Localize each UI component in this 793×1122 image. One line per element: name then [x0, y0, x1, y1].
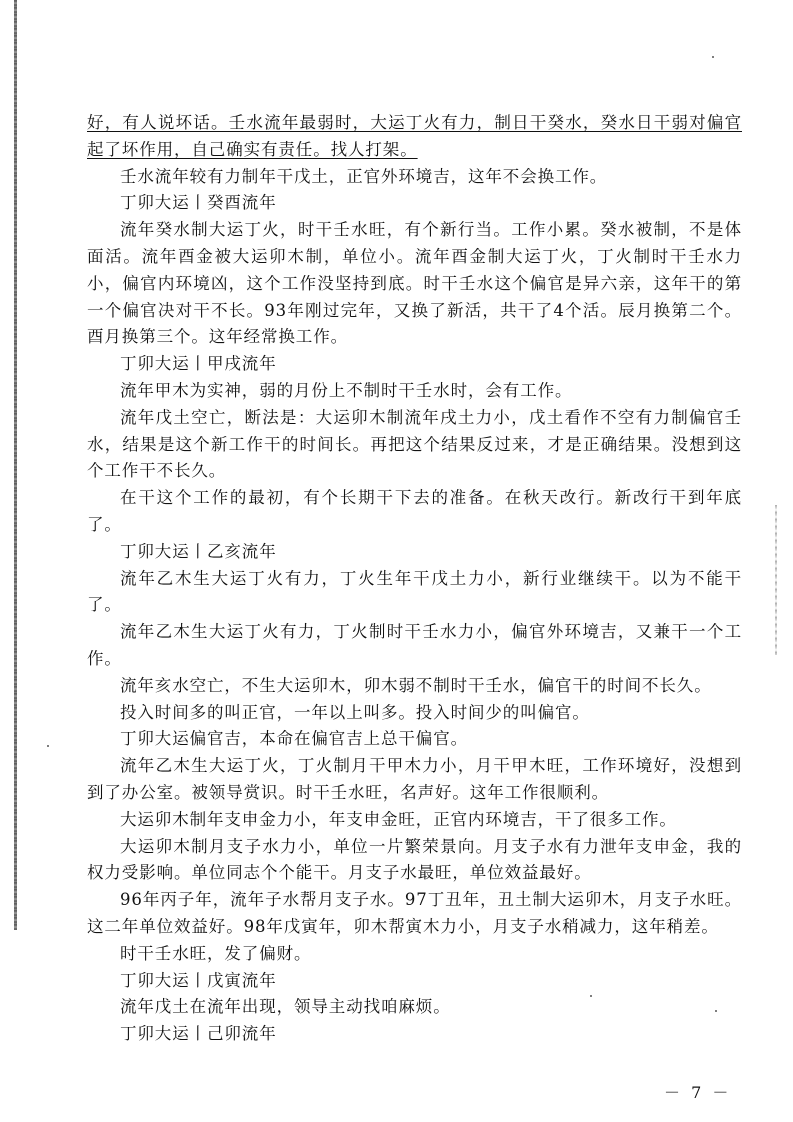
section-heading: 丁卯大运丨甲戌流年	[120, 354, 277, 374]
paragraph: 96年丙子年，流年子水帮月支子水。97丁丑年，丑土制大运卯木，月支子水旺。这二年单位效益好。98年戊寅年，卯木帮寅木力小，月支子水稍减力，这年稍差。	[87, 890, 742, 936]
page-number: － 7 －	[664, 1083, 732, 1102]
scan-shadow-right	[775, 505, 777, 655]
paragraph: 流年亥水空亡，不生大运卯木，卯木弱不制时干壬水，偏官干的时间不长久。	[120, 675, 712, 695]
section-heading: 丁卯大运丨癸酉流年	[120, 193, 277, 213]
paragraph: 壬水流年较有力制年干戊土，正官外环境吉，这年不会换工作。	[120, 166, 608, 186]
paragraph: 流年甲木为实神，弱的月份上不制时干壬水时，会有工作。	[120, 380, 573, 400]
paragraph: 时干壬水旺，发了偏财。	[120, 943, 312, 963]
page-body	[87, 110, 742, 1048]
paragraph: 大运卯木制年支申金力小，年支申金旺，正官内环境吉，干了很多工作。	[120, 809, 677, 829]
paragraph: 流年乙木生大运丁火有力，丁火制时干壬水力小，偏官外环境吉，又兼干一个工作。	[87, 622, 742, 668]
paragraph: 流年癸水制大运丁火，时干壬水旺，有个新行当。工作小累。癸水被制，不是体面活。流年酉金被大运卯木制，单位小。流年酉金制大运丁火，丁火制时干壬水力小，偏官内环境凶，这个工作没坚持到底。时干壬水这个偏官是异六亲，这年干的第一个偏官决对干不长。93年刚过完年，又换了新活，共干了4个活。辰月换第二个。酉月换第三个。这年经常换工作。	[87, 220, 742, 347]
paragraph: 投入时间多的叫正官，一年以上叫多。投入时间少的叫偏官。	[120, 702, 590, 722]
section-heading: 丁卯大运丨己卯流年	[120, 1024, 277, 1044]
paragraph: 流年乙木生大运丁火，丁火制月干甲木力小，月干甲木旺，工作环境好，没想到到了办公室。被领导赏识。时干壬水旺，名声好。这年工作很顺利。	[87, 756, 742, 802]
paragraph: 在干这个工作的最初，有个长期干下去的准备。在秋天改行。新改行干到年底了。	[87, 488, 742, 534]
scan-speck	[47, 745, 49, 747]
paragraph: 大运卯木制月支子水力小，单位一片繁荣景向。月支子水有力泄年支申金，我的权力受影响。单位同志个个能干。月支子水最旺，单位效益最好。	[87, 836, 742, 883]
section-heading: 丁卯大运丨乙亥流年	[120, 541, 277, 561]
scan-shadow-left	[14, 0, 17, 930]
paragraph: 好，有人说坏话。壬水流年最弱时，大运丁火有力，制日干癸水，癸水日干弱对偏官起了坏作用，自己确实有责任。找人打架。	[87, 113, 742, 159]
scan-speck	[712, 56, 714, 58]
paragraph: 丁卯大运偏官吉，本命在偏官吉上总干偏官。	[120, 729, 468, 749]
paragraph: 流年戊土在流年出现，领导主动找咱麻烦。	[120, 997, 451, 1017]
paragraph: 流年乙木生大运丁火有力，丁火生年干戊土力小，新行业继续干。以为不能干了。	[87, 568, 742, 615]
paragraph: 流年戊土空亡，断法是：大运卯木制流年戌土力小，戊土看作不空有力制偏官壬水，结果是这个新工作干的时间长。再把这个结果反过来，才是正确结果。没想到这个工作干不长久。	[87, 407, 742, 481]
section-heading: 丁卯大运丨戊寅流年	[120, 970, 277, 990]
